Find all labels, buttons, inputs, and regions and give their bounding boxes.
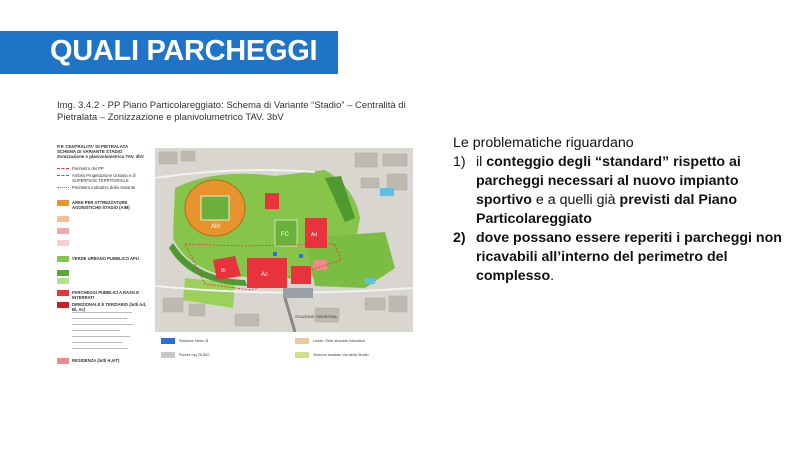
list-number-1: 1): [453, 154, 466, 170]
map-label-station: STAZIONE TIBURTINA: [295, 314, 337, 319]
map-label-bi: Bi: [221, 268, 226, 274]
list-number-2: 2): [453, 230, 466, 246]
list-item-2: 2) dove possano essere reperiti i parcheggi non ricavabili all’interno del perimetro del complesso.: [453, 230, 782, 284]
intro-text: Le problematiche riguardano: [453, 135, 634, 151]
legend-title-3: Zonizzazione e planivolumetrico TAV. 3bV: [57, 154, 144, 159]
body-text: [453, 134, 788, 286]
map-label-fc: FC: [281, 232, 289, 238]
map-legend: P.P. CENTRALITA' DI PIETRALATA SCHEMA DI VARIANTE STADIO Zonizzazione e planivolumetrico TAV. 3bV Perimetro del PP Ambito Progettazione Unitaria e di SUPERFICIE TERRITORIALE Perimetro indicativo della Variante AREE PER ATTREZZATURE AGONISTICHE-STADIO (AIM) VERDE URBANO PUBBLICO APU PARCHEGGI PUBBLICI A RASO E INTERRATI DIREZIONALE E TERZIARIO (lotti Ad, Bl, Ac) RESIDENZA (lotti H,IAT): [57, 140, 153, 372]
map-bottom-legend: Stazione Metro B Piazza mq 28.800 Limite: Rete stradale indicativa Sezione stradale Via della Studio: [155, 334, 425, 370]
list-item-1: 1) il conteggio degli “standard” rispetto ai parcheggi necessari al nuovo impianto sportivo e a quelli già previsti dal Piano Particolareggiato: [453, 154, 741, 227]
legend-title-2: SCHEMA DI VARIANTE STADIO: [57, 149, 123, 154]
map-label-stadium: AM: [211, 224, 220, 230]
map-label-ac: Ac: [261, 272, 269, 278]
site-plan-map: [155, 148, 413, 332]
map-label-ad: Ad: [311, 232, 318, 238]
map-figure: [57, 140, 427, 372]
figure-caption: Img. 3.4.2 - PP Piano Particolareggiato: Schema di Variante “Stadio” – Centralità di Pietralata – Zonizzazione e planivolumetrico TAV. 3bV: [57, 100, 406, 123]
legend-title-1: P.P. CENTRALITA' DI PIETRALATA: [57, 144, 129, 149]
slide-title: QUALI PARCHEGGI: [50, 35, 318, 67]
title-banner: [0, 31, 338, 74]
